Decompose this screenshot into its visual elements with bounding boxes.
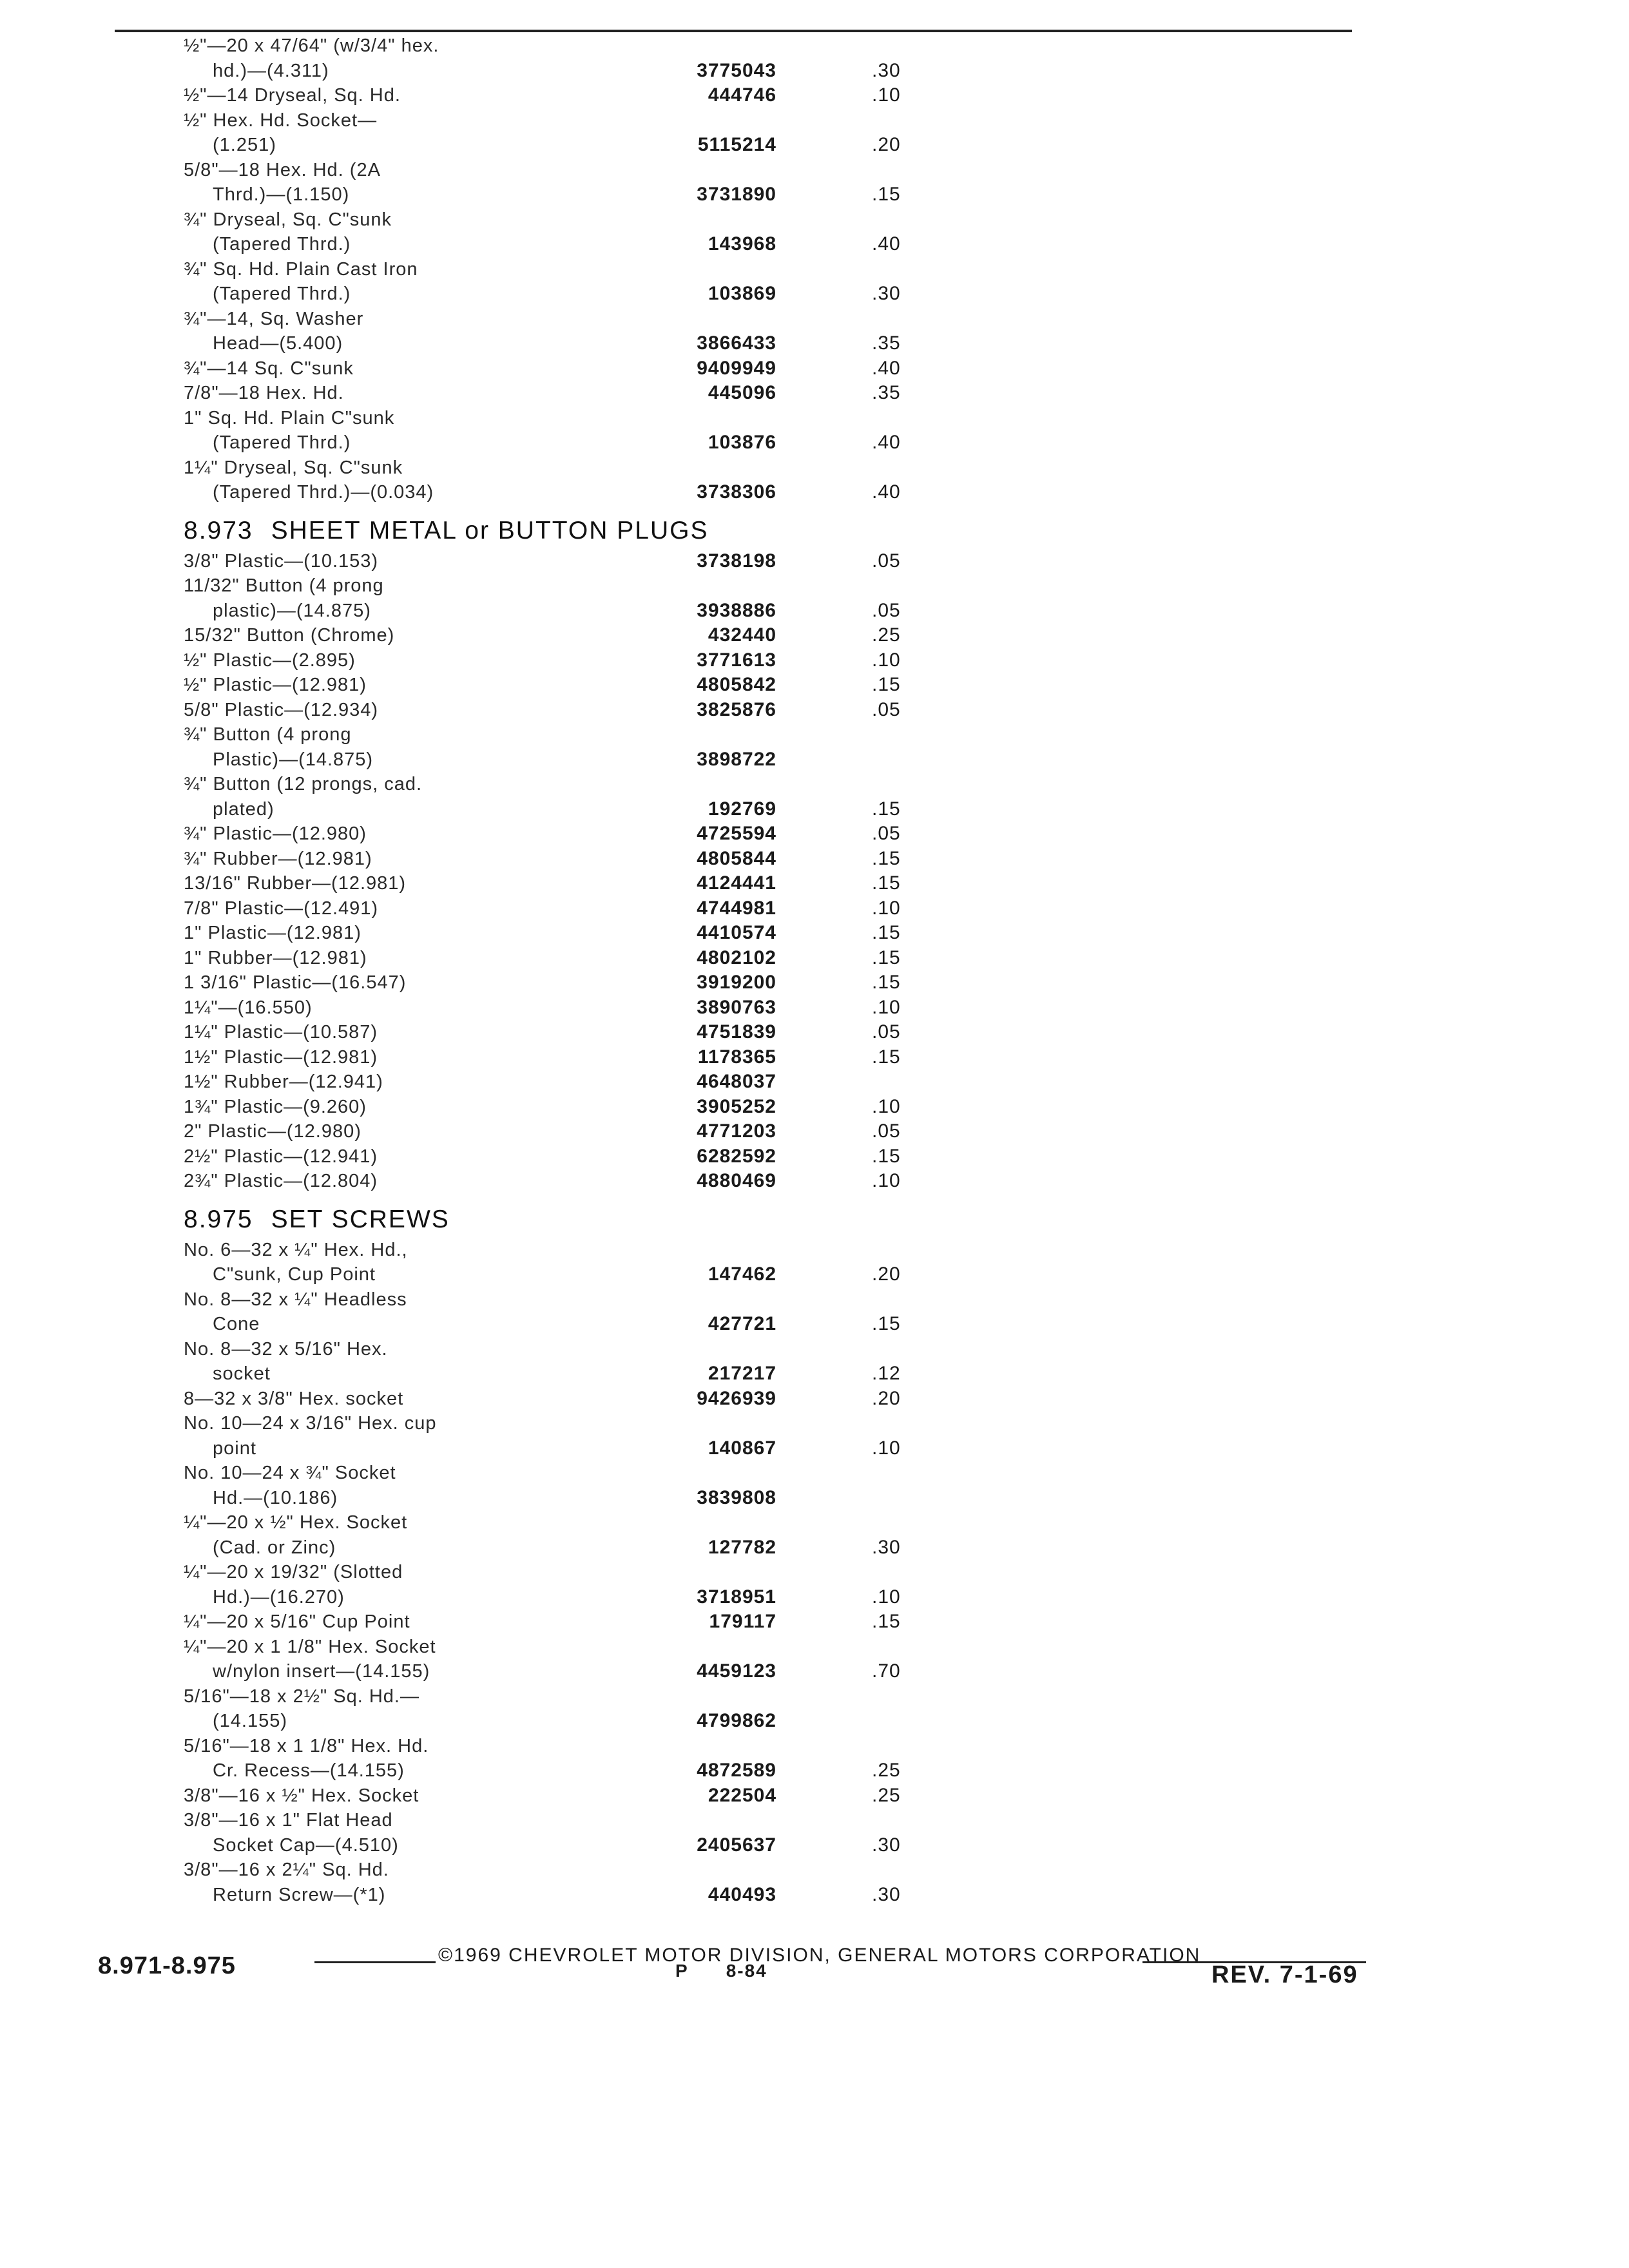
part-number: 3938886 [697,599,776,621]
list-item [184,871,1086,896]
item-description: 11/32" Button (4 prong [184,575,384,596]
list-item [184,1020,1086,1045]
list-item [184,1095,1086,1120]
item-description: 1¾" Plastic—(9.260) [184,1096,367,1117]
price: .40 [872,432,901,453]
part-number: 103869 [708,283,776,304]
price: .10 [872,1586,901,1608]
price: .30 [872,1536,901,1558]
item-description: (Tapered Thrd.) [213,234,351,255]
list-item [184,921,1086,946]
part-number: 3839808 [697,1486,776,1508]
item-description: ½" Hex. Hd. Socket— [184,110,378,131]
price: .15 [872,1046,901,1068]
item-description: 5/8"—18 Hex. Hd. (2A [184,159,381,180]
price: .25 [872,1784,901,1806]
item-description: ¼"—20 x ½" Hex. Socket [184,1512,408,1533]
list-item [184,1635,1086,1660]
list-item [184,1709,1086,1734]
part-number: 4872589 [697,1760,776,1781]
item-description: 13/16" Rubber—(12.981) [184,873,407,894]
part-number: 432440 [708,624,776,646]
part-number: 4799862 [697,1710,776,1731]
list-item [184,896,1086,921]
part-number: 2405637 [697,1834,776,1856]
list-item [184,133,1086,158]
price: .70 [872,1660,901,1682]
item-description: ½"—14 Dryseal, Sq. Hd. [184,85,401,106]
list-item [184,970,1086,995]
item-description: 3/8" Plastic—(10.153) [184,550,379,572]
list-item [184,995,1086,1021]
part-number: 3825876 [697,698,776,720]
part-number: 3905252 [697,1095,776,1117]
part-number: 3738306 [697,481,776,503]
item-description: 1" Rubber—(12.981) [184,947,367,968]
part-number: 3775043 [697,59,776,81]
item-description: 7/8"—18 Hex. Hd. [184,383,344,403]
list-item [184,1436,1086,1461]
list-item [184,430,1086,456]
price: .20 [872,134,901,155]
list-item [184,549,1086,574]
list-item [184,1045,1086,1070]
price: .10 [872,897,901,919]
list-item [184,1361,1086,1387]
item-description: hd.)—(4.311) [213,60,329,81]
price: .10 [872,1095,901,1117]
list-item [184,1337,1086,1362]
part-number: 192769 [708,798,776,820]
price: .15 [872,1145,901,1167]
item-description: ½" Plastic—(12.981) [184,675,367,695]
list-item [184,648,1086,673]
price: .35 [872,332,901,354]
part-number: 4459123 [697,1660,776,1682]
list-item [184,1808,1086,1833]
list-item [184,331,1086,356]
list-item [184,257,1086,282]
item-description: (14.155) [213,1711,288,1731]
list-item [184,158,1086,183]
item-description: (Cad. or Zinc) [213,1537,336,1558]
price: .20 [872,1387,901,1409]
price: .05 [872,550,901,572]
price: .40 [872,481,901,503]
list-item [184,108,1086,133]
item-description: Cr. Recess—(14.155) [213,1760,405,1781]
item-description: ¾"—14 Sq. C"sunk [184,358,354,379]
list-item [184,1287,1086,1312]
list-item [184,1833,1086,1858]
part-number: 4751839 [697,1021,776,1043]
part-number: 3731890 [697,184,776,205]
part-number: 143968 [708,233,776,255]
item-description: ¾"—14, Sq. Washer [184,308,364,329]
item-description: Return Screw—(*1) [213,1884,386,1905]
section-number: 8.973 [184,516,253,544]
item-description: 1½" Plastic—(12.981) [184,1046,378,1068]
price: .15 [872,798,901,820]
price: .35 [872,382,901,403]
item-description: 3/8"—16 x 1" Flat Head [184,1810,393,1831]
item-description: 1¼" Dryseal, Sq. C"sunk [184,457,403,478]
list-item [184,34,1086,59]
page-letter: P [675,1961,689,1981]
part-number: 427721 [708,1313,776,1334]
list-item [184,772,1086,797]
list-item [184,1119,1086,1144]
price: .20 [872,1264,901,1285]
item-description: 5/16"—18 x 2½" Sq. Hd.— [184,1686,419,1707]
item-description: 7/8" Plastic—(12.491) [184,898,379,919]
item-description: No. 10—24 x ¾" Socket [184,1463,396,1483]
copyright-text: ©1969 CHEVROLET MOTOR DIVISION, GENERAL MOTORS CORPORATION [438,1945,1201,1966]
list-item [184,456,1086,481]
price: .15 [872,674,901,695]
price: .40 [872,357,901,379]
list-item [184,1684,1086,1709]
part-number: 4880469 [697,1170,776,1191]
list-item [184,307,1086,332]
list-item [184,1070,1086,1095]
part-number: 3898722 [697,748,776,770]
price: .15 [872,1313,901,1334]
part-number: 5115214 [697,134,776,155]
price: .10 [872,996,901,1018]
part-number: 4744981 [697,897,776,919]
price: .10 [872,1170,901,1191]
item-description: ¼"—20 x 19/32" (Slotted [184,1562,403,1582]
list-item [184,1238,1086,1263]
part-number: 3866433 [697,332,776,354]
part-number: 4771203 [697,1120,776,1142]
item-description: 2½" Plastic—(12.941) [184,1146,378,1167]
revision-date: REV. 7-1-69 [1211,1961,1358,1988]
item-description: 1 3/16" Plastic—(16.547) [184,972,407,993]
list-item [184,182,1086,207]
price: .25 [872,624,901,646]
part-number: 103876 [708,432,776,453]
item-description: 5/8" Plastic—(12.934) [184,699,379,720]
list-item [184,1144,1086,1169]
part-number: 179117 [709,1611,776,1632]
list-item [184,599,1086,624]
item-description: 8—32 x 3/8" Hex. socket [184,1388,404,1409]
item-description: Thrd.)—(1.150) [213,184,350,205]
price: .15 [872,184,901,205]
part-number: 147462 [708,1264,776,1285]
part-number: 3738198 [697,550,776,572]
list-item [184,946,1086,971]
item-description: ¾" Button (12 prongs, cad. [184,774,423,794]
part-number: 6282592 [697,1145,776,1167]
part-number: 9409949 [697,357,776,379]
list-item [184,847,1086,872]
part-number: 4124441 [697,872,776,894]
list-item [184,83,1086,108]
item-description: No. 8—32 x 5/16" Hex. [184,1338,388,1360]
top-rule [115,30,1352,32]
part-number: 217217 [708,1363,776,1384]
list-item [184,623,1086,648]
list-item [184,1560,1086,1585]
part-number: 4648037 [697,1071,776,1092]
list-item [184,381,1086,406]
price: .15 [872,972,901,993]
list-item [184,282,1086,307]
item-description: 3/8"—16 x 2¼" Sq. Hd. [184,1860,389,1880]
item-description: 1½" Rubber—(12.941) [184,1072,383,1092]
item-description: ¾" Button (4 prong [184,724,352,745]
list-item [184,207,1086,233]
part-number: 3718951 [697,1586,776,1608]
list-item [184,797,1086,822]
list-item [184,1783,1086,1809]
list-item [184,1659,1086,1684]
parts-catalog [184,34,1086,1907]
item-description: ½" Plastic—(2.895) [184,649,356,671]
list-item [184,1585,1086,1610]
item-description: 15/32" Button (Chrome) [184,625,395,646]
item-description: ¼"—20 x 5/16" Cup Point [184,1611,410,1632]
item-description: C"sunk, Cup Point [213,1264,376,1285]
section-number: 8.975 [184,1205,253,1233]
list-item [184,573,1086,599]
list-item [184,1169,1086,1194]
item-description: 1" Plastic—(12.981) [184,923,361,943]
part-number: 1178365 [697,1046,776,1068]
page-range: 8.971-8.975 [98,1952,236,1979]
list-item [184,406,1086,431]
item-description: 2" Plastic—(12.980) [184,1121,361,1142]
section-heading [184,1194,1086,1238]
list-item [184,722,1086,747]
price: .05 [872,599,901,621]
item-description: socket [213,1363,271,1384]
list-item [184,1734,1086,1759]
list-item [184,59,1086,84]
section-title: SET SCREWS [271,1205,450,1233]
part-number: 445096 [708,382,776,403]
item-description: (Tapered Thrd.) [213,284,351,304]
item-description: ¾" Rubber—(12.981) [184,848,372,869]
item-description: (1.251) [213,135,276,155]
footer-rule-left [314,1961,436,1963]
list-item [184,1610,1086,1635]
item-description: ¾" Dryseal, Sq. C"sunk [184,209,392,230]
price: .10 [872,84,901,106]
item-description: Plastic)—(14.875) [213,749,374,770]
part-number: 4725594 [697,823,776,844]
part-number: 4410574 [697,922,776,943]
price: .15 [872,922,901,943]
item-description: ¾" Sq. Hd. Plain Cast Iron [184,258,418,280]
section-heading [184,505,1086,549]
part-number: 9426939 [697,1387,776,1409]
page-number-value: 8-84 [726,1961,767,1981]
list-item [184,1510,1086,1535]
item-description: Hd.—(10.186) [213,1487,338,1508]
price: .40 [872,233,901,255]
price: .05 [872,1120,901,1142]
list-item [184,822,1086,847]
price: .15 [872,1611,901,1632]
list-item [184,1387,1086,1412]
price: .05 [872,1021,901,1043]
part-number: 3919200 [697,972,776,993]
list-item [184,480,1086,505]
item-description: No. 8—32 x ¼" Headless [184,1289,407,1310]
price: .05 [872,698,901,720]
item-description: Hd.)—(16.270) [213,1586,345,1608]
list-item [184,232,1086,257]
part-number: 4802102 [697,947,776,968]
list-item [184,1411,1086,1436]
list-item [184,1486,1086,1511]
part-number: 222504 [708,1784,776,1806]
item-description: 5/16"—18 x 1 1/8" Hex. Hd. [184,1735,429,1756]
list-item [184,1262,1086,1287]
price: .10 [872,1437,901,1459]
part-number: 3890763 [697,996,776,1018]
price: .30 [872,59,901,81]
item-description: Head—(5.400) [213,333,343,354]
price: .30 [872,1834,901,1856]
price: .10 [872,649,901,671]
list-item [184,698,1086,723]
item-description: 2¾" Plastic—(12.804) [184,1171,378,1191]
item-description: w/nylon insert—(14.155) [213,1661,430,1682]
item-description: No. 6—32 x ¼" Hex. Hd., [184,1239,408,1260]
list-item [184,1535,1086,1561]
list-item [184,1461,1086,1486]
item-description: Socket Cap—(4.510) [213,1834,399,1856]
item-description: 1¼" Plastic—(10.587) [184,1022,378,1043]
list-item [184,673,1086,698]
list-item [184,1883,1086,1908]
list-item [184,1858,1086,1883]
item-description: No. 10—24 x 3/16" Hex. cup [184,1413,437,1434]
item-description: 1" Sq. Hd. Plain C"sunk [184,407,395,428]
part-number: 4805842 [697,674,776,695]
price: .15 [872,847,901,869]
part-number: 440493 [708,1883,776,1905]
list-item [184,1758,1086,1783]
item-description: 1¼"—(16.550) [184,997,313,1018]
price: .12 [872,1363,901,1384]
price: .15 [872,872,901,894]
part-number: 4805844 [697,847,776,869]
item-description: ¼"—20 x 1 1/8" Hex. Socket [184,1636,436,1657]
list-item [184,1312,1086,1337]
page-number [675,1961,805,1981]
item-description: plated) [213,798,275,820]
price: .15 [872,947,901,968]
part-number: 140867 [708,1437,776,1459]
item-description: Cone [213,1314,260,1334]
part-number: 444746 [708,84,776,106]
item-description: plastic)—(14.875) [213,600,371,621]
item-description: point [213,1437,256,1459]
item-description: (Tapered Thrd.)—(0.034) [213,482,434,503]
item-description: (Tapered Thrd.) [213,432,351,453]
section-title: SHEET METAL or BUTTON PLUGS [271,516,709,544]
price: .30 [872,283,901,304]
list-item [184,747,1086,773]
price: .25 [872,1760,901,1781]
item-description: ¾" Plastic—(12.980) [184,823,367,844]
price: .30 [872,1883,901,1905]
part-number: 127782 [708,1536,776,1558]
item-description: 3/8"—16 x ½" Hex. Socket [184,1785,419,1806]
list-item [184,356,1086,381]
price: .05 [872,823,901,844]
part-number: 3771613 [697,649,776,671]
item-description: ½"—20 x 47/64" (w/3/4" hex. [184,35,439,56]
